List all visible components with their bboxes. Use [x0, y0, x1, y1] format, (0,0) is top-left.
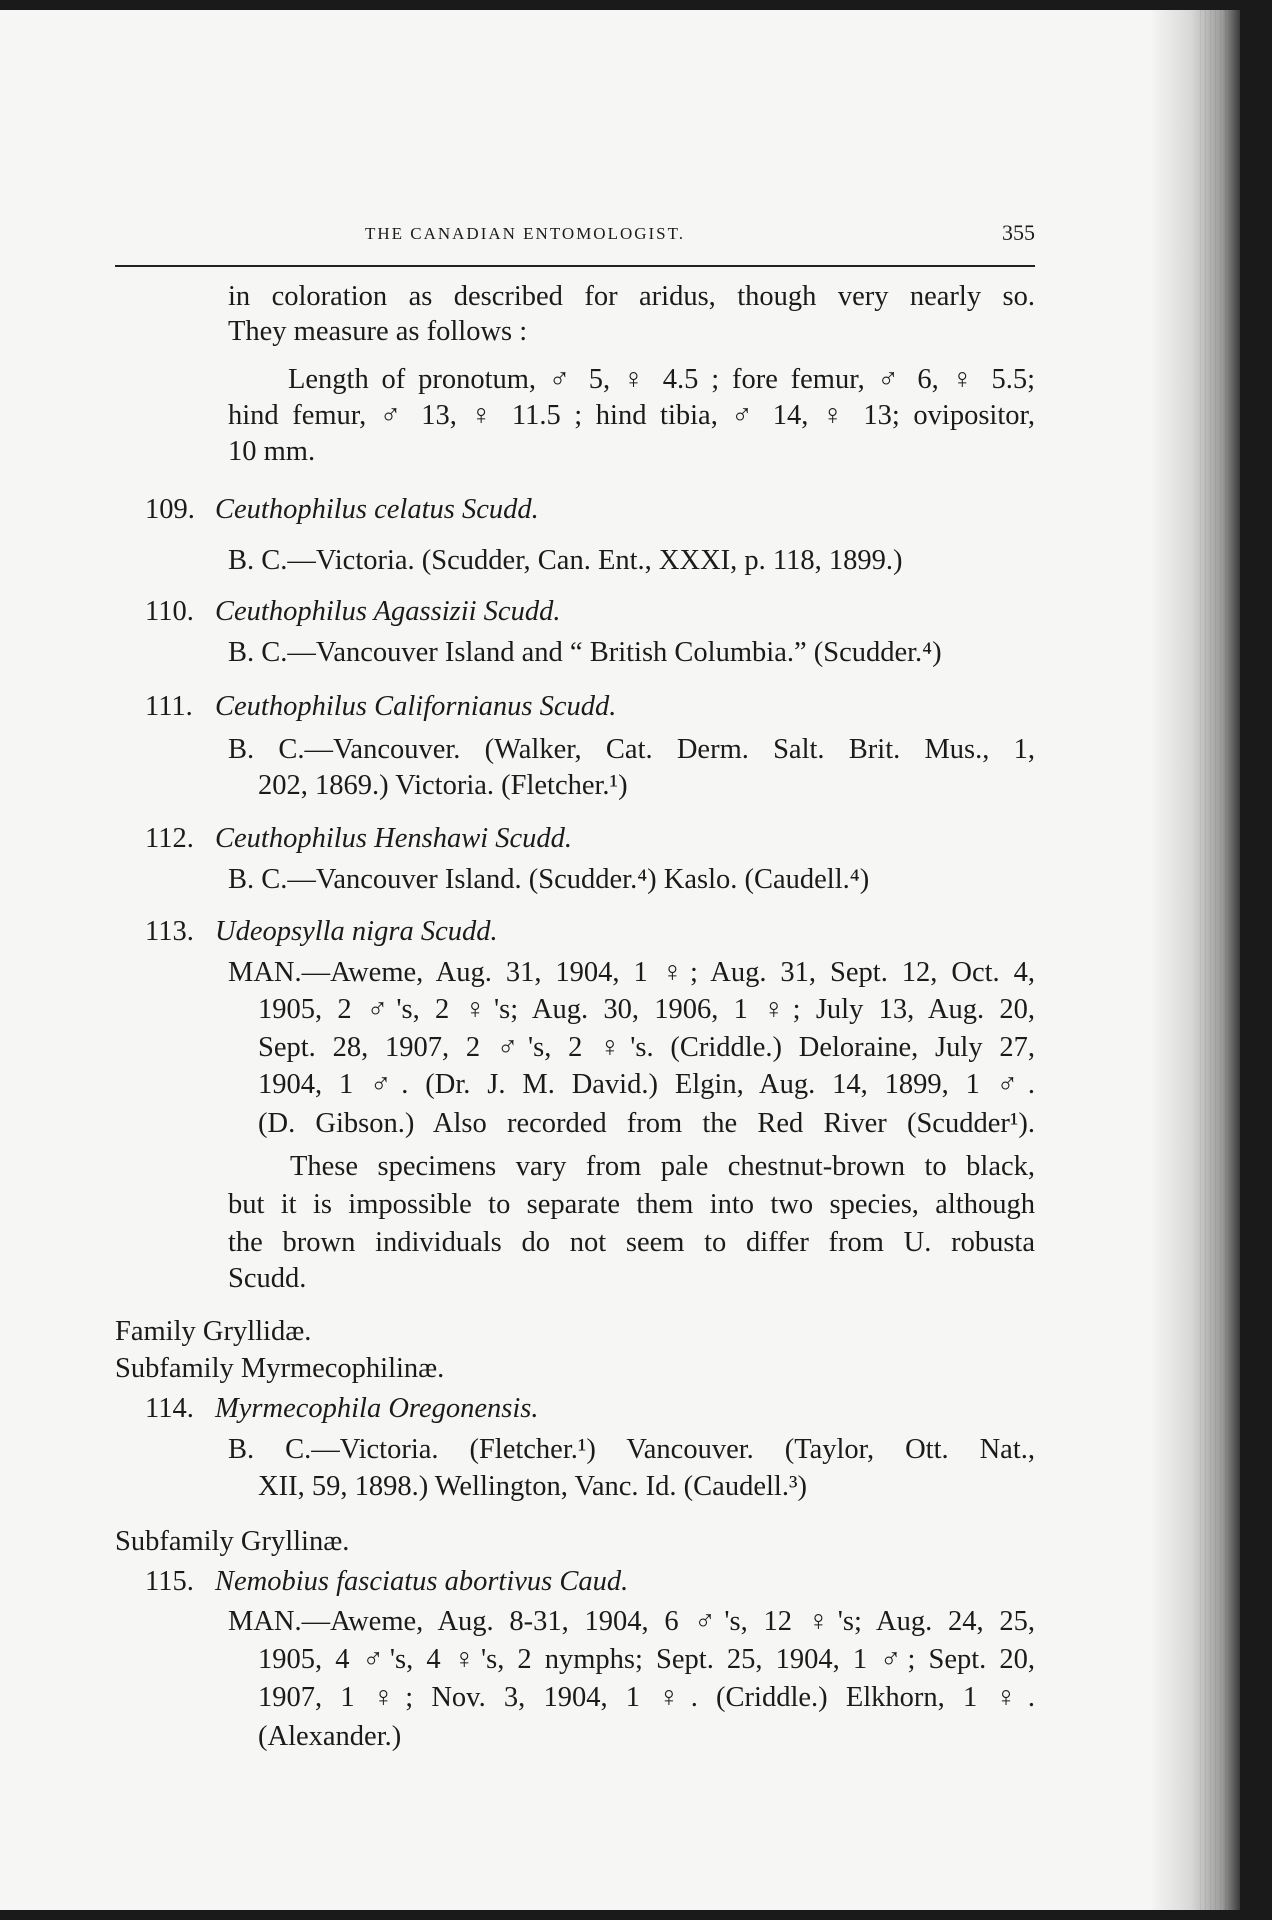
subfamily-heading: Subfamily Gryllinæ. — [115, 1526, 350, 1557]
text-line: B. C.—Vancouver Island. (Scudder.⁴) Kaslo. (Caudell.⁴) — [228, 864, 870, 895]
text-line: They measure as follows : — [228, 316, 528, 347]
header-rule — [115, 265, 1035, 267]
journal-title: THE CANADIAN ENTOMOLOGIST. — [364, 224, 686, 243]
subfamily-heading: Subfamily Myrmecophilinæ. — [115, 1353, 445, 1384]
text-line: XII, 59, 1898.) Wellington, Vanc. Id. (Caudell.³) — [258, 1471, 807, 1502]
text-line: B. C.—Vancouver Island and “ British Columbia.” (Scudder.⁴) — [228, 637, 942, 668]
text-line: but it is impossible to separate them into two species, although — [228, 1189, 1035, 1220]
text-line: B. C.—Victoria. (Fletcher.¹) Vancouver. (Taylor, Ott. Nat., — [228, 1434, 1035, 1465]
entry-number: 109. — [145, 494, 195, 525]
page-number: 355 — [1002, 220, 1035, 245]
entry-number: 112. — [145, 823, 194, 854]
entry-number: 114. — [145, 1393, 194, 1424]
page-edge-lines — [1200, 10, 1228, 1910]
text-line: 10 mm. — [228, 436, 316, 467]
entry-number: 113. — [145, 916, 194, 947]
text-line: B. C.—Victoria. (Scudder, Can. Ent., XXXI, p. 118, 1899.) — [228, 545, 903, 576]
text-line: MAN.—Aweme, Aug. 8-31, 1904, 6 ♂'s, 12 ♀'s; Aug. 24, 25, — [228, 1606, 1035, 1637]
text-line: 202, 1869.) Victoria. (Fletcher.¹) — [258, 770, 628, 801]
text-line: These specimens vary from pale chestnut-brown to black, — [290, 1151, 1035, 1182]
text-line: (D. Gibson.) Also recorded from the Red River (Scudder¹). — [258, 1108, 1035, 1139]
species-name: Ceuthophilus Henshawi Scudd. — [215, 823, 573, 854]
text-line: the brown individuals do not seem to differ from U. robusta — [228, 1227, 1035, 1258]
entry-number: 115. — [145, 1566, 194, 1597]
text-line: Sept. 28, 1907, 2 ♂'s, 2 ♀'s. (Criddle.) Deloraine, July 27, — [258, 1032, 1035, 1063]
family-heading: Family Gryllidæ. — [115, 1316, 312, 1347]
species-name: Myrmecophila Oregonensis. — [215, 1393, 539, 1424]
text-line: 1907, 1 ♀; Nov. 3, 1904, 1 ♀. (Criddle.) Elkhorn, 1 ♀. — [258, 1682, 1035, 1713]
text-line: hind femur, ♂ 13, ♀ 11.5 ; hind tibia, ♂ 14, ♀ 13; ovipositor, — [228, 400, 1035, 431]
text-line: MAN.—Aweme, Aug. 31, 1904, 1 ♀; Aug. 31, Sept. 12, Oct. 4, — [228, 957, 1035, 988]
species-name: Ceuthophilus celatus Scudd. — [215, 494, 539, 525]
book-page — [0, 10, 1240, 1910]
entry-number: 110. — [145, 596, 194, 627]
text-line: in coloration as described for aridus, though very nearly so. — [228, 281, 1035, 312]
text-line: 1905, 4 ♂'s, 4 ♀'s, 2 nymphs; Sept. 25, 1904, 1 ♂; Sept. 20, — [258, 1644, 1035, 1675]
text-line: 1904, 1 ♂. (Dr. J. M. David.) Elgin, Aug. 14, 1899, 1 ♂. — [258, 1069, 1035, 1100]
species-name: Ceuthophilus Californianus Scudd. — [215, 691, 617, 722]
species-name: Udeopsylla nigra Scudd. — [215, 916, 498, 947]
text-line: 1905, 2 ♂'s, 2 ♀'s; Aug. 30, 1906, 1 ♀; July 13, Aug. 20, — [258, 994, 1035, 1025]
species-name: Nemobius fasciatus abortivus Caud. — [215, 1566, 629, 1597]
text-line: Length of pronotum, ♂ 5, ♀ 4.5 ; fore femur, ♂ 6, ♀ 5.5; — [288, 364, 1035, 395]
text-line: B. C.—Vancouver. (Walker, Cat. Derm. Salt. Brit. Mus., 1, — [228, 734, 1035, 765]
entry-number: 111. — [145, 691, 193, 722]
text-line: (Alexander.) — [258, 1721, 402, 1752]
running-header — [115, 220, 1035, 250]
text-line: Scudd. — [228, 1263, 307, 1294]
species-name: Ceuthophilus Agassizii Scudd. — [215, 596, 561, 627]
